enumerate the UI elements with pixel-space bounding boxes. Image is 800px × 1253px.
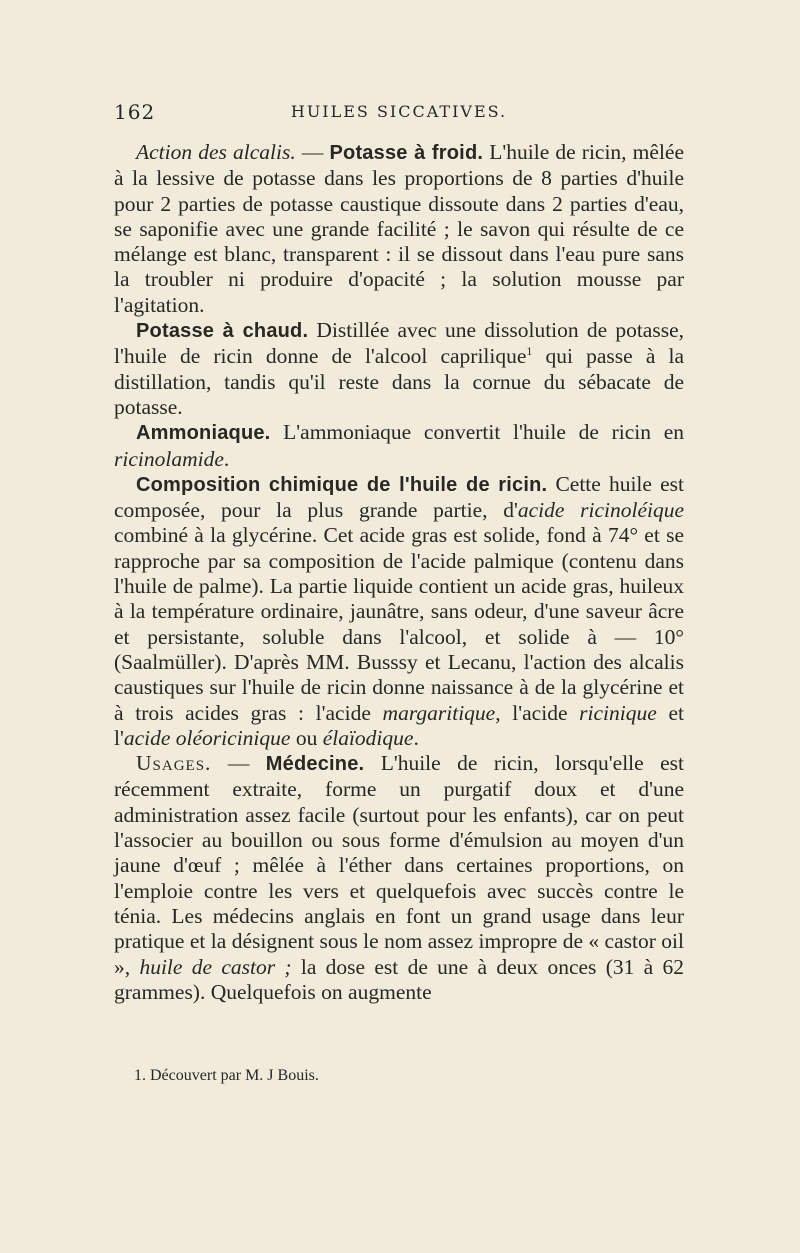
paragraph-text: L'huile de ricin, lorsqu'elle est récemment extraite, forme un purgatif doux et d'une administration assez facile (surtout pour les enfants), car on peut l'associer au bouillon ou sous forme d'émulsion au moyen d'un jaune d'œuf ; mêlée à l'éther dans certaines proportions, on l'emploie contre les vers et quelquefois avec succès contre le ténia. Les médecins anglais en font un grand usage dans leur pratique et la désignent sous le nom assez impropre de « castor oil », — [114, 751, 685, 979]
paragraph-text: Distillée avec une dissolution de potasse, l'huile de ricin donne de l'alcool caprilique — [114, 318, 684, 369]
paragraph-text: la dose est de une à deux onces (31 à 62 grammes). Quelquefois on augmente — [114, 954, 685, 1004]
paragraph-text: Cette huile est composée, pour la plus grande partie, d' — [114, 471, 684, 523]
dash: — — [295, 140, 330, 164]
italic-term: acide oléoricinique — [123, 725, 291, 750]
section-heading-italic: Action des alcalis. — [136, 140, 296, 164]
subheading-ammoniaque: Ammoniaque. — [136, 422, 271, 445]
paragraph-text: L'huile de ricin, mêlée à la lessive de potasse dans les proportions de 8 parties d'huile pour 2 parties de potasse caustique dissoute dans 2 parties d'eau, se saponifie avec une grande facilité ; le savon qui résulte de ce mélange est blanc, transparent : il se dissout dans l'eau pure sans la troubler ni produire d'opacité ; la solution mousse par l'agitation. — [114, 140, 685, 317]
paragraph-text: combiné à la glycérine. Cet acide gras est solide, fond à 74° et se rapproche par sa composition de l'acide palmique (contenu dans l'huile de palme). La partie liquide contient un acide gras, huileux à la température ordinaire, jaunâtre, sans odeur, d'une saveur âcre et persistante, soluble dans l'alcool, et solide à — 10° (Saalmüller). D'après MM. Busssy et Lecanu, l'action des alcalis caustiques sur l'huile de ricin donne naissance à de la glycérine et à trois acides gras : l'acide — [114, 523, 684, 725]
paragraph-text: qui passe à la distillation, tandis qu'il reste dans la cornue du sébacate de potasse. — [114, 344, 684, 419]
paragraph-text: , l'acide — [495, 700, 580, 725]
paragraph-text: . — [413, 725, 419, 750]
paragraph-text: ou — [290, 725, 323, 750]
subheading-potasse-a-chaud: Potasse à chaud. — [136, 320, 309, 343]
italic-term: margaritique — [382, 700, 496, 725]
italic-term: ricinolamide — [114, 446, 224, 471]
section-heading-usages: Usages. — [136, 751, 212, 776]
subheading-composition-chimique: Composition chimique de l'huile de ricin. — [136, 473, 548, 496]
subheading-potasse-a-froid: Potasse à froid. — [329, 142, 484, 164]
dash: — — [211, 751, 266, 776]
footnote: 1. Découvert par M. J Bouis. — [134, 1067, 319, 1084]
footnote-reference: 1 — [526, 344, 533, 359]
page-number: 162 — [114, 100, 156, 124]
paragraph-potasse-a-chaud — [114, 318, 684, 420]
italic-term: élaïodique — [322, 725, 414, 750]
paragraph-text: . — [223, 446, 230, 471]
italic-term: acide ricinoléique — [517, 498, 685, 523]
paragraph-text: L'ammoniaque convertit l'huile de ricin en — [270, 420, 684, 445]
italic-term: huile de castor ; — [139, 954, 292, 979]
paragraph-text: et l' — [114, 700, 684, 750]
paragraph-ammoniaque — [114, 420, 684, 472]
italic-term: ricinique — [579, 700, 657, 725]
paragraph-action-des-alcalis — [114, 140, 684, 318]
paragraph-usages — [114, 751, 684, 1005]
running-title: HUILES SICCATIVES. — [290, 102, 508, 121]
body-text — [114, 140, 684, 1005]
subheading-medecine: Médecine. — [265, 753, 365, 776]
paragraph-composition-chimique — [114, 472, 684, 751]
page-header — [114, 100, 684, 130]
